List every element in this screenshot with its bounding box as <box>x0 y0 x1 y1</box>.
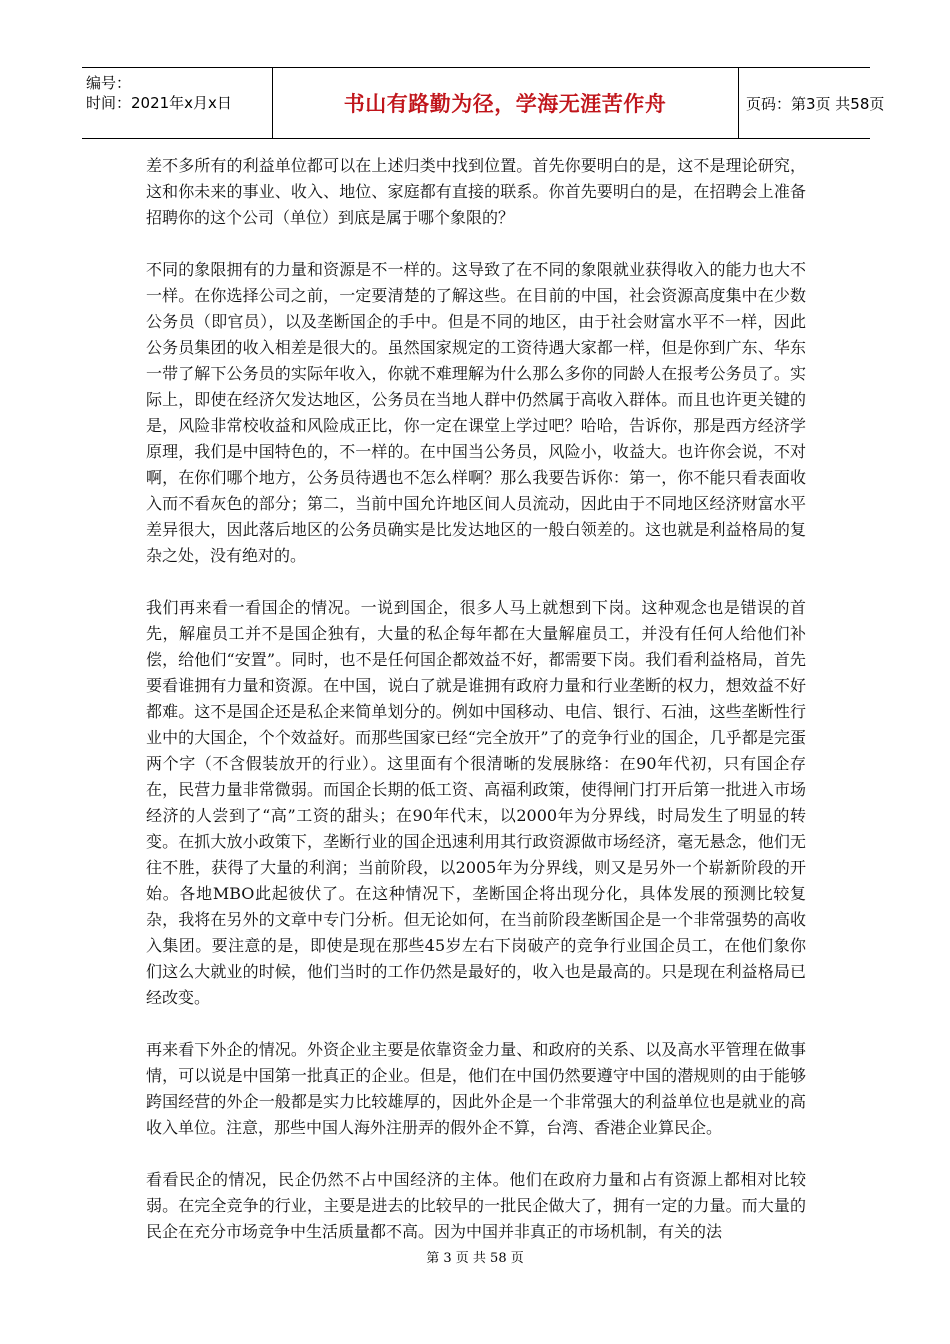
body-paragraph-4: 再来看下外企的情况。外资企业主要是依靠资金力量、和政府的关系、以及高水平管理在做事情，可以说是中国第一批真正的企业。但是，他们在中国仍然要遵守中国的潜规则的由于能够跨国经营的外企一般都是实力比较雄厚的，因此外企是一个非常强大的利益单位也是就业的高收入单位。注意，那些中国人海外注册弄的假外企不算，台湾、香港企业算民企。 <box>146 1040 806 1137</box>
page-header <box>82 67 885 139</box>
document-body <box>146 153 806 1271</box>
header-motto-cell <box>272 68 739 138</box>
header-motto: 书山有路勤为径，学海无涯苦作舟 <box>343 92 667 116</box>
page-footer: 第 3 页 共 58 页 <box>426 1251 524 1266</box>
header-page-cell <box>738 68 885 138</box>
body-paragraph-5: 看看民企的情况，民企仍然不占中国经济的主体。他们在政府力量和占有资源上都相对比较弱。在完全竞争的行业，主要是进去的比较早的一批民企做大了，拥有一定的力量。而大量的民企在充分市场竞争中生活质量都不高。因为中国并非真正的市场机制，有关的法 <box>146 1170 806 1241</box>
body-paragraph-1: 差不多所有的利益单位都可以在上述归类中找到位置。首先你要明白的是，这不是理论研究，这和你未来的事业、收入、地位、家庭都有直接的联系。你首先要明白的是，在招聘会上准备招聘你的这个公司（单位）到底是属于哪个象限的？ <box>146 156 806 227</box>
document-date: 时间：2021年x月x日 <box>86 94 232 112</box>
body-paragraph-3: 我们再来看一看国企的情况。一说到国企，很多人马上就想到下岗。这种观念也是错误的首先，解雇员工并不是国企独有，大量的私企每年都在大量解雇员工，并没有任何人给他们补偿，给他们“安置”。同时，也不是任何国企都效益不好，都需要下岗。我们看利益格局，首先要看谁拥有力量和资源。在中国，说白了就是谁拥有政府力量和行业垄断的权力，想效益不好都难。这不是国企还是私企来简单划分的。例如中国移动、电信、银行、石油，这些垄断性行业中的大国企，个个效益好。而那些国家已经“完全放开”了的竞争行业的国企，几乎都是完蛋两个字（不含假装放开的行业）。这里面有个很清晰的发展脉络：在90年代初，只有国企存在，民营力量非常微弱。而国企长期的低工资、高福利政策，使得闸门打开后第一批进入市场经济的人尝到了“高”工资的甜头；在90年代末，以2000年为分界线，时局发生了明显的转变。在抓大放小政策下，垄断行业的国企迅速利用其行政资源做市场经济，毫无悬念，他们无往不胜，获得了大量的利润；当前阶段，以2005年为分界线，则又是另外一个崭新阶段的开始。各地MBO此起彼伏了。在这种情况下，垄断国企将出现分化，具体发展的预测比较复杂，我将在另外的文章中专门分析。但无论如何，在当前阶段垄断国企是一个非常强势的高收入集团。要注意的是，即使是现在那些45岁左右下岗破产的竞争行业国企员工，在他们象你们这么大就业的时候，他们当时的工作仍然是最好的，收入也是最高的。只是现在利益格局已经改变。 <box>146 598 806 1007</box>
header-page-info: 页码：第3页 共58页 <box>746 94 885 113</box>
header-meta-cell <box>82 68 273 138</box>
document-number-label: 编号： <box>86 74 132 92</box>
body-paragraph-2: 不同的象限拥有的力量和资源是不一样的。这导致了在不同的象限就业获得收入的能力也大不一样。在你选择公司之前，一定要清楚的了解这些。在目前的中国，社会资源高度集中在少数公务员（即官员），以及垄断国企的手中。但是不同的地区，由于社会财富水平不一样，因此公务员集团的收入相差是很大的。虽然国家规定的工资待遇大家都一样，但是你到广东、华东一带了解下公务员的实际年收入，你就不难理解为什么那么多你的同龄人在报考公务员了。实际上，即使在经济欠发达地区，公务员在当地人群中仍然属于高收入群体。而且也许更关键的是，风险非常校收益和风险成正比，你一定在课堂上学过吧？哈哈，告诉你，那是西方经济学原理，我们是中国特色的，不一样的。在中国当公务员，风险小，收益大。也许你会说，不对啊，在你们哪个地方，公务员待遇也不怎么样啊？那么我要告诉你：第一，你不能只看表面收入而不看灰色的部分；第二，当前中国允许地区间人员流动，因此由于不同地区经济财富水平差异很大，因此落后地区的公务员确实是比发达地区的一般白领差的。这也就是利益格局的复杂之处，没有绝对的。 <box>146 260 806 565</box>
